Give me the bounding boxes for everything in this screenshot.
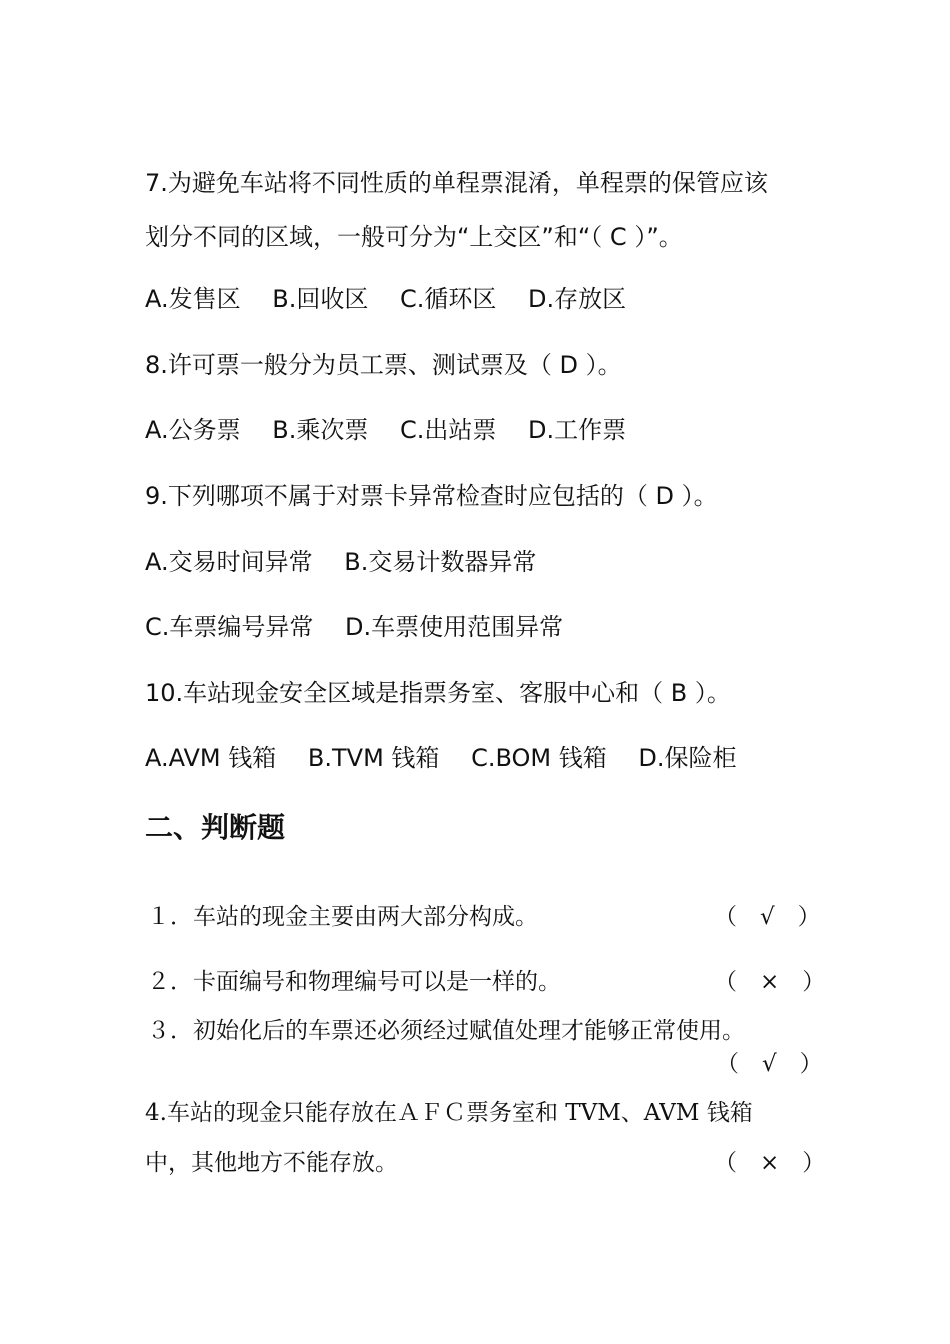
section-title: 二、判断题 xyxy=(145,811,286,844)
judgment-4-text-continued: 中，其他地方不能存放。 xyxy=(145,1150,398,1176)
q7-line-2: 划分不同的区域，一般可分为“上交区”和“（ C ）”。 xyxy=(145,223,683,251)
q7-option-d: D.存放区 xyxy=(528,285,627,313)
q10-option-a: A.AVM 钱箱 xyxy=(145,744,277,772)
judgment-2-text: ２．卡面编号和物理编号可以是一样的。 xyxy=(147,969,561,995)
q9-options-row-2 xyxy=(145,612,563,642)
q10-option-d: D.保险柜 xyxy=(638,744,737,772)
q9-option-c: C.车票编号异常 xyxy=(145,613,314,641)
judgment-1-text: １．车站的现金主要由两大部分构成。 xyxy=(147,904,538,930)
q7-option-c: C.循环区 xyxy=(400,285,497,313)
judgment-2-mark: （ × ） xyxy=(714,969,826,995)
q10-options xyxy=(145,743,736,773)
q7-option-a: A.发售区 xyxy=(145,285,241,313)
q8-option-b: B.乘次票 xyxy=(272,416,369,444)
judgment-4-text: 4.车站的现金只能存放在ＡＦＣ票务室和 TVM、AVM 钱箱 xyxy=(145,1100,753,1126)
q9-option-d: D.车票使用范围异常 xyxy=(345,613,564,641)
q10-option-b: B.TVM 钱箱 xyxy=(307,744,440,772)
judgment-1-mark: （ √ ） xyxy=(714,904,821,930)
q8-option-c: C.出站票 xyxy=(400,416,497,444)
judgment-3-text: ３．初始化后的车票还必须经过赋值处理才能够正常使用。 xyxy=(147,1018,745,1044)
q7-options xyxy=(145,284,626,314)
q8-line-1: 8.许可票一般分为员工票、测试票及（ D ）。 xyxy=(145,351,622,379)
q10-option-c: C.BOM 钱箱 xyxy=(471,744,607,772)
judgment-4-mark: （ × ） xyxy=(714,1150,826,1176)
q10-line-1: 10.车站现金安全区域是指票务室、客服中心和（ B ）。 xyxy=(145,679,731,707)
q7-line-1: 7.为避免车站将不同性质的单程票混淆，单程票的保管应该 xyxy=(145,169,768,197)
q8-options xyxy=(145,415,626,445)
judgment-3-mark: （ √ ） xyxy=(716,1051,823,1077)
q9-line-1: 9.下列哪项不属于对票卡异常检查时应包括的（ D ）。 xyxy=(145,482,718,510)
q8-option-d: D.工作票 xyxy=(528,416,627,444)
q9-option-a: A.交易时间异常 xyxy=(145,548,313,576)
q8-option-a: A.公务票 xyxy=(145,416,241,444)
q9-options-row-1 xyxy=(145,547,536,577)
q7-option-b: B.回收区 xyxy=(272,285,369,313)
q9-option-b: B.交易计数器异常 xyxy=(344,548,537,576)
